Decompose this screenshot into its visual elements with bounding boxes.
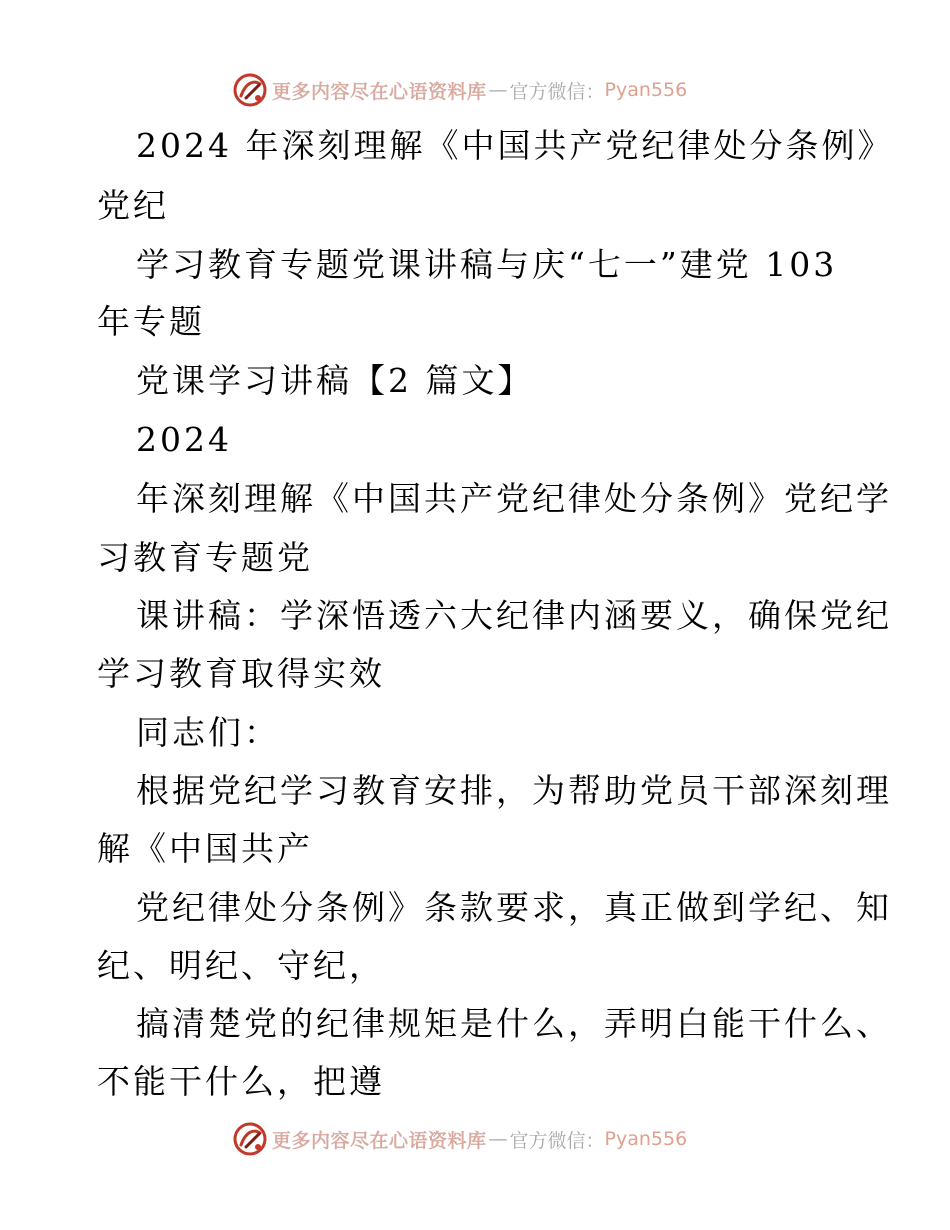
text-line-7: 年深刻理解《中国共产党纪律处分条例》党纪学: [136, 479, 892, 518]
text-line-11: 同志们：: [136, 713, 280, 752]
footer-watermark: [232, 1119, 687, 1159]
text-line-16: 搞清楚党的纪律规矩是什么，弄明白能干什么、: [136, 1004, 892, 1043]
watermark-dash: —: [488, 1128, 508, 1150]
watermark-text: 更多内容尽在心语资料库: [272, 80, 487, 103]
text-line-4: 年专题: [97, 302, 205, 341]
text-line-13: 解《中国共产: [97, 829, 313, 868]
watermark-wechat-label: 官方微信：: [509, 1129, 605, 1152]
text-line-1: 2024 年深刻理解《中国共产党纪律处分条例》: [136, 126, 894, 165]
brand-logo-icon: [232, 72, 268, 108]
watermark-wechat-label: 官方微信：: [509, 80, 605, 103]
text-line-8: 习教育专题党: [97, 538, 313, 577]
watermark-wechat-id: Pyan556: [604, 79, 688, 101]
brand-logo-icon: [232, 1121, 268, 1157]
text-line-2: 党纪: [97, 186, 169, 225]
text-line-15: 纪、明纪、守纪，: [97, 946, 385, 985]
text-line-10: 学习教育取得实效: [97, 654, 385, 693]
watermark-dash: —: [488, 79, 508, 101]
text-line-3: 学习教育专题党课讲稿与庆“七一”建党 103: [136, 245, 838, 284]
text-line-5: 党课学习讲稿【2 篇文】: [136, 361, 534, 400]
text-line-14: 党纪律处分条例》条款要求，真正做到学纪、知: [136, 888, 892, 927]
header-watermark: [232, 70, 687, 110]
text-line-6: 2024: [136, 420, 232, 459]
text-line-9: 课讲稿：学深悟透六大纪律内涵要义，确保党纪: [136, 596, 892, 635]
text-line-12: 根据党纪学习教育安排，为帮助党员干部深刻理: [136, 771, 892, 810]
watermark-text: 更多内容尽在心语资料库: [272, 1129, 487, 1152]
watermark-wechat-id: Pyan556: [604, 1128, 688, 1150]
text-line-17: 不能干什么，把遵: [97, 1062, 385, 1101]
